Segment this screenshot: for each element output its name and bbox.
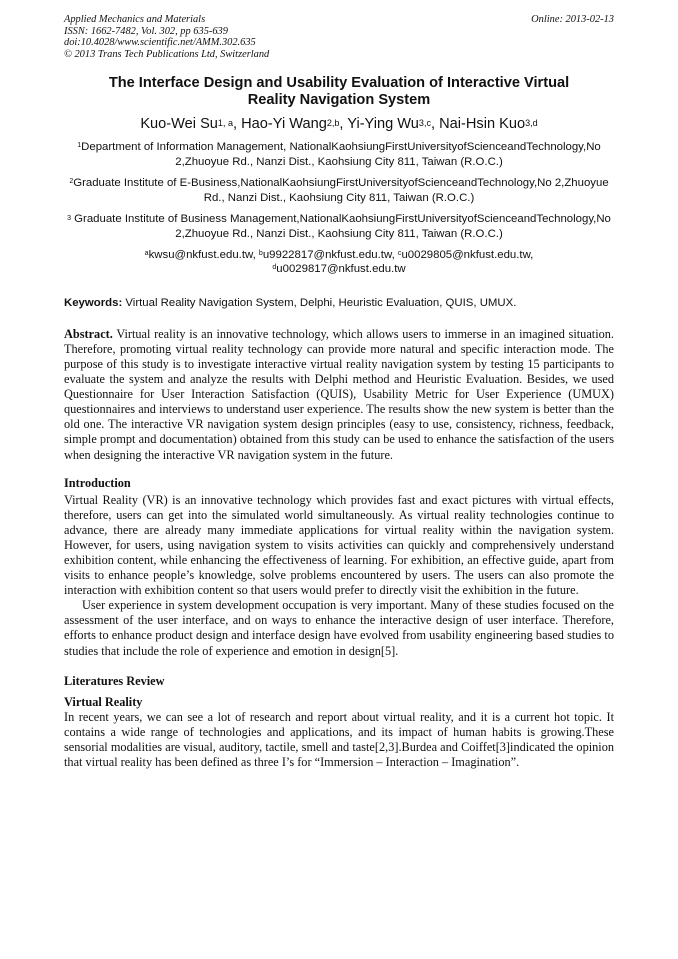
affiliation-2 xyxy=(64,176,614,205)
affiliation-text: Graduate Institute of Business Management,NationalKaohsiungFirstUniversityofScienceandTechnology,No 2,Zhuoyue Rd., Nanzi Dist., Kaohsiung City 811, Taiwan (R.O.C.) xyxy=(71,213,611,240)
author-separator: , xyxy=(431,116,440,132)
introduction-body xyxy=(64,493,614,659)
affiliation-sup: 3 xyxy=(67,214,72,222)
journal-issn: ISSN: 1662-7482, Vol. 302, pp 635-639 xyxy=(64,25,228,37)
author-sup: 3,c xyxy=(418,118,431,129)
paragraph: Virtual Reality (VR) is an innovative technology which provides fast and exact pictures with virtual effects, therefore, users can get into the simulated world simultaneously. As virtual reality technologies continue to advance, there are already many immediate applications for virtual reality within the navigation system. However, for users, using navigation system to visits activities can quickly and comprehensively understand exhibition content, while enhancing the effectiveness of learning. For exhibition, an effective guide, apart from visits to enhance people’s knowledge, solve problems encountered by users. The users can also promote the interaction with exhibition content so that users would prefer to directly visit the exhibition in the future. xyxy=(64,492,614,598)
paragraph: In recent years, we can see a lot of research and report about virtual reality, and it is a current hot topic. It contains a wide range of technologies and applications, and its impact of human habits is growing.These sensorial modalities are visual, auditory, tactile, smell and taste[2,3].Burdea and Coiffet[3]indicated the opinion that virtual reality has been defined as three I’s for “Immersion – Interaction – Imagination”. xyxy=(64,709,614,769)
abstract-text: Virtual reality is an innovative technology, which allows users to immerse in an imagined situation. Therefore, promoting virtual reality technology can provide more natural and specific interaction mode. The purpose of this study is to investigate interactive virtual reality navigation system by testing 15 participants to evaluate the system and analyze the results with Delphi method and Heuristic Evaluation. Besides, we used Questionnaire for User Interaction Satisfaction (QUIS), Usability Metric for User Experience (UMUX) questionnaires and interviews to understand user experience. The results show the new system is better than the old one. The interactive VR navigation system design principles (easy to use, consistency, richness, feedback, simple prompt and documentation) obtained from this study can be used to enhance the satisfaction of the users when designing the interactive VR navigation system in the future. xyxy=(64,326,614,462)
author-name: Nai-Hsin Kuo xyxy=(439,116,526,132)
keywords-text: Virtual Reality Navigation System, Delphi, Heuristic Evaluation, QUIS, UMUX. xyxy=(122,296,517,309)
abstract xyxy=(64,327,614,463)
email-sup: c xyxy=(397,249,402,257)
keywords-label: Keywords: xyxy=(64,296,123,309)
subsection-heading-virtual-reality: Virtual Reality xyxy=(64,694,143,709)
affiliation-1 xyxy=(64,140,614,169)
paragraph: User experience in system development occupation is very important. Many of these studies focused on the assessment of the user interface, and on ways to enhance the interactive design of user interface. Therefore, efforts to enhance product design and interface design have evolved from usability engineering based studies to studies that include the role of experience and emotion in design[5]. xyxy=(64,598,614,658)
email-text: kwsu@nkfust.edu.tw, xyxy=(148,248,259,261)
email-text: u0029805@nkfust.edu.tw, xyxy=(401,248,534,261)
affiliation-sup: 1 xyxy=(77,142,82,150)
email-sup: a xyxy=(144,249,149,257)
email-sup: b xyxy=(258,249,263,257)
journal-header xyxy=(64,14,614,60)
email-sup: d xyxy=(272,264,277,272)
author-sup: 1, a xyxy=(217,118,234,129)
author-separator: , xyxy=(339,116,348,132)
author-name: Yi-Ying Wu xyxy=(347,116,419,132)
affiliation-text: Department of Information Management, NationalKaohsiungFirstUniversityofScienceandTechnology,No 2,Zhuoyue Rd., Nanzi Dist., Kaohsiung City 811, Taiwan (R.O.C.) xyxy=(81,141,601,168)
paper-title: The Interface Design and Usability Evaluation of Interactive Virtual Reality Navigation System xyxy=(108,75,570,108)
section-heading-introduction: Introduction xyxy=(64,475,131,490)
journal-info xyxy=(64,14,269,60)
author-sup: 3,d xyxy=(525,118,538,129)
virtual-reality-body xyxy=(64,710,614,770)
author-emails xyxy=(64,248,614,277)
author-sup: 2,b xyxy=(326,118,340,129)
affiliation-3 xyxy=(64,212,614,241)
abstract-label: Abstract. xyxy=(64,326,113,341)
affiliation-text: Graduate Institute of E-Business,NationalKaohsiungFirstUniversityofScienceandTechnology,No 2,Zhuoyue Rd., Nanzi Dist., Kaohsiung City 811, Taiwan (R.O.C.) xyxy=(73,177,609,204)
author-list xyxy=(64,115,614,133)
journal-copyright: © 2013 Trans Tech Publications Ltd, Switzerland xyxy=(64,48,270,60)
email-text: u0029817@nkfust.edu.tw xyxy=(276,263,406,276)
journal-doi: doi:10.4028/www.scientific.net/AMM.302.635 xyxy=(64,37,256,48)
online-date: Online: 2013-02-13 xyxy=(531,14,614,25)
email-text: u9922817@nkfust.edu.tw, xyxy=(262,248,398,261)
keywords xyxy=(64,296,614,310)
author-name: Kuo-Wei Su xyxy=(140,116,218,132)
journal-name: Applied Mechanics and Materials xyxy=(64,14,206,25)
author-separator: , xyxy=(233,116,242,132)
affiliation-sup: 2 xyxy=(69,178,74,186)
author-name: Hao-Yi Wang xyxy=(241,116,327,132)
section-heading-literature-review: Literatures Review xyxy=(64,673,165,688)
